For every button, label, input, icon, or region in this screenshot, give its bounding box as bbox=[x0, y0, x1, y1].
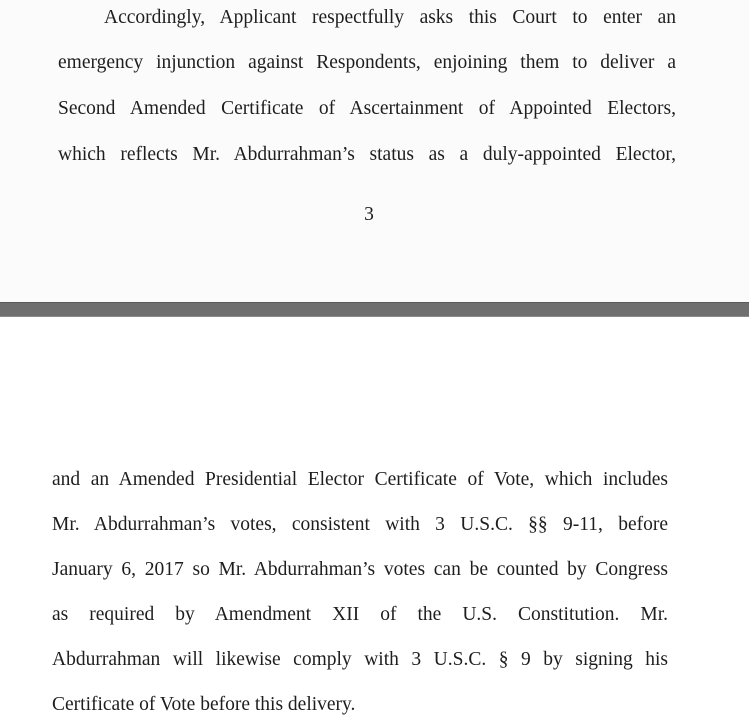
text-line: and an Amended Presidential Elector Certificate of Vote, which includes bbox=[52, 469, 668, 490]
page-separator bbox=[0, 302, 749, 317]
text-line: Mr. Abdurrahman’s votes, consistent with 3 U.S.C. §§ 9-11, before bbox=[52, 514, 668, 535]
document-page-bottom bbox=[0, 317, 749, 725]
page-number: 3 bbox=[364, 204, 374, 225]
text-line: Certificate of Vote before this delivery. bbox=[52, 694, 356, 715]
text-line: as required by Amendment XII of the U.S. Constitution. Mr. bbox=[52, 604, 668, 625]
text-line: Second Amended Certificate of Ascertainment of Appointed Electors, bbox=[58, 98, 676, 119]
text-line: Accordingly, Applicant respectfully asks this Court to enter an bbox=[104, 7, 676, 28]
text-line: Abdurrahman will likewise comply with 3 U.S.C. § 9 by signing his bbox=[52, 649, 668, 670]
document-page-top bbox=[0, 0, 749, 302]
text-line: January 6, 2017 so Mr. Abdurrahman’s votes can be counted by Congress bbox=[52, 559, 668, 580]
text-line: emergency injunction against Respondents, enjoining them to deliver a bbox=[58, 52, 676, 73]
text-line: which reflects Mr. Abdurrahman’s status as a duly-appointed Elector, bbox=[58, 144, 676, 165]
